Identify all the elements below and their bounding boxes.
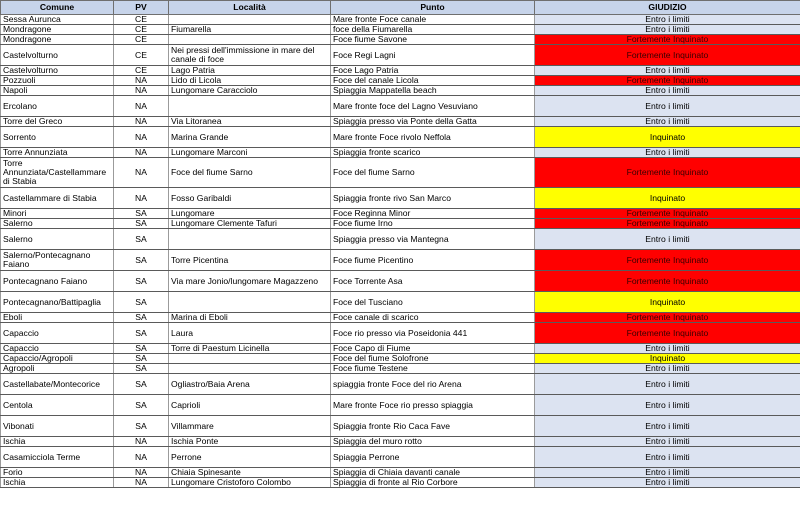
table-row[interactable] <box>1 45 800 66</box>
cell-localita[interactable]: Chiaia Spinesante <box>169 468 331 478</box>
cell-giudizio[interactable]: Entro i limiti <box>535 344 800 354</box>
cell-comune[interactable]: Pontecagnano/Battipaglia <box>1 292 114 313</box>
cell-pv[interactable]: SA <box>114 354 169 364</box>
table-row[interactable] <box>1 271 800 292</box>
cell-pv[interactable]: NA <box>114 117 169 127</box>
cell-punto[interactable]: Foce del Tusciano <box>331 292 535 313</box>
column-header-comune[interactable]: Comune <box>1 1 114 15</box>
cell-punto[interactable]: Mare fronte Foce rivolo Neffola <box>331 127 535 148</box>
cell-pv[interactable]: NA <box>114 158 169 188</box>
cell-comune[interactable]: Salerno <box>1 219 114 229</box>
table-body <box>1 15 800 488</box>
cell-giudizio[interactable]: Fortemente Inquinato <box>535 271 800 292</box>
cell-localita[interactable]: Via Litoranea <box>169 117 331 127</box>
table-row[interactable] <box>1 374 800 395</box>
cell-punto[interactable]: Foce Capo di Fiume <box>331 344 535 354</box>
cell-comune[interactable]: Pontecagnano Faiano <box>1 271 114 292</box>
cell-punto[interactable]: Foce del fiume Solofrone <box>331 354 535 364</box>
cell-localita[interactable]: Torre di Paestum Licinella <box>169 344 331 354</box>
cell-comune[interactable]: Torre Annunziata <box>1 148 114 158</box>
table-row[interactable] <box>1 66 800 76</box>
cell-giudizio[interactable]: Inquinato <box>535 354 800 364</box>
cell-comune[interactable]: Agropoli <box>1 364 114 374</box>
table-row[interactable] <box>1 354 800 364</box>
cell-punto[interactable]: Spiaggia presso via Mantegna <box>331 229 535 250</box>
cell-comune[interactable]: Sorrento <box>1 127 114 148</box>
table-row[interactable] <box>1 468 800 478</box>
table-row[interactable] <box>1 478 800 488</box>
cell-punto[interactable]: Foce del canale Licola <box>331 76 535 86</box>
cell-punto[interactable]: Spiaggia fronte Rio Caca Fave <box>331 416 535 437</box>
cell-punto[interactable]: Spiaggia del muro rotto <box>331 437 535 447</box>
cell-localita[interactable] <box>169 229 331 250</box>
cell-pv[interactable]: SA <box>114 364 169 374</box>
table-row[interactable] <box>1 313 800 323</box>
table-row[interactable] <box>1 188 800 209</box>
cell-comune[interactable]: Torre del Greco <box>1 117 114 127</box>
cell-giudizio[interactable]: Entro i limiti <box>535 395 800 416</box>
cell-comune[interactable]: Napoli <box>1 86 114 96</box>
cell-punto[interactable]: Spiaggia Mappatella beach <box>331 86 535 96</box>
cell-punto[interactable]: Spiaggia di Chiaia davanti canale <box>331 468 535 478</box>
cell-pv[interactable]: NA <box>114 468 169 478</box>
cell-pv[interactable]: SA <box>114 374 169 395</box>
cell-localita[interactable]: Via mare Jonio/lungomare Magazzeno <box>169 271 331 292</box>
table-row[interactable] <box>1 96 800 117</box>
cell-comune[interactable]: Castellabate/Montecorice <box>1 374 114 395</box>
cell-giudizio[interactable]: Entro i limiti <box>535 468 800 478</box>
cell-comune[interactable]: Ischia <box>1 437 114 447</box>
cell-comune[interactable]: Vibonati <box>1 416 114 437</box>
cell-pv[interactable]: SA <box>114 323 169 344</box>
cell-punto[interactable]: Spiaggia presso via Ponte della Gatta <box>331 117 535 127</box>
cell-comune[interactable]: Minori <box>1 209 114 219</box>
cell-punto[interactable]: Spiaggia di fronte al Rio Corbore <box>331 478 535 488</box>
cell-punto[interactable]: Foce fiume Picentino <box>331 250 535 271</box>
cell-pv[interactable]: CE <box>114 15 169 25</box>
cell-giudizio[interactable]: Entro i limiti <box>535 148 800 158</box>
cell-comune[interactable]: Centola <box>1 395 114 416</box>
cell-localita[interactable] <box>169 292 331 313</box>
cell-giudizio[interactable]: Entro i limiti <box>535 15 800 25</box>
cell-punto[interactable]: Mare fronte foce del Lagno Vesuviano <box>331 96 535 117</box>
table-row[interactable] <box>1 292 800 313</box>
cell-localita[interactable] <box>169 35 331 45</box>
cell-giudizio[interactable]: Fortemente Inquinato <box>535 45 800 66</box>
cell-pv[interactable]: NA <box>114 478 169 488</box>
column-header-punto[interactable]: Punto <box>331 1 535 15</box>
cell-localita[interactable]: Lungomare Cristoforo Colombo <box>169 478 331 488</box>
cell-giudizio[interactable]: Entro i limiti <box>535 25 800 35</box>
cell-localita[interactable] <box>169 364 331 374</box>
cell-localita[interactable]: Marina di Eboli <box>169 313 331 323</box>
cell-giudizio[interactable]: Inquinato <box>535 292 800 313</box>
cell-pv[interactable]: NA <box>114 188 169 209</box>
cell-giudizio[interactable]: Fortemente Inquinato <box>535 250 800 271</box>
cell-localita[interactable]: Caprioli <box>169 395 331 416</box>
cell-comune[interactable]: Casamicciola Terme <box>1 447 114 468</box>
cell-comune[interactable]: Castelvolturno <box>1 66 114 76</box>
cell-punto[interactable]: foce della Fiumarella <box>331 25 535 35</box>
table-row[interactable] <box>1 447 800 468</box>
cell-comune[interactable]: Forio <box>1 468 114 478</box>
cell-punto[interactable]: Foce Lago Patria <box>331 66 535 76</box>
cell-comune[interactable]: Torre Annunziata/Castellammare di Stabia <box>1 158 114 188</box>
cell-giudizio[interactable]: Entro i limiti <box>535 117 800 127</box>
cell-localita[interactable]: Marina Grande <box>169 127 331 148</box>
cell-localita[interactable]: Fiumarella <box>169 25 331 35</box>
table-row[interactable] <box>1 395 800 416</box>
cell-pv[interactable]: SA <box>114 271 169 292</box>
cell-pv[interactable]: CE <box>114 66 169 76</box>
cell-pv[interactable]: SA <box>114 344 169 354</box>
cell-pv[interactable]: CE <box>114 35 169 45</box>
cell-comune[interactable]: Sessa Aurunca <box>1 15 114 25</box>
table-row[interactable] <box>1 364 800 374</box>
cell-comune[interactable]: Castellammare di Stabia <box>1 188 114 209</box>
cell-comune[interactable]: Pozzuoli <box>1 76 114 86</box>
column-header-giudizio[interactable]: GIUDIZIO <box>535 1 800 15</box>
cell-punto[interactable]: Spiaggia fronte scarico <box>331 148 535 158</box>
cell-comune[interactable]: Ischia <box>1 478 114 488</box>
table-row[interactable] <box>1 86 800 96</box>
cell-localita[interactable] <box>169 15 331 25</box>
cell-pv[interactable]: SA <box>114 395 169 416</box>
cell-giudizio[interactable]: Entro i limiti <box>535 447 800 468</box>
table-row[interactable] <box>1 25 800 35</box>
cell-localita[interactable]: Lungomare Marconi <box>169 148 331 158</box>
cell-localita[interactable]: Lungomare Clemente Tafuri <box>169 219 331 229</box>
cell-giudizio[interactable]: Fortemente Inquinato <box>535 76 800 86</box>
cell-pv[interactable]: SA <box>114 209 169 219</box>
cell-comune[interactable]: Capaccio <box>1 344 114 354</box>
cell-giudizio[interactable]: Entro i limiti <box>535 478 800 488</box>
cell-localita[interactable]: Nei pressi dell'immissione in mare del canale di foce <box>169 45 331 66</box>
cell-punto[interactable]: spiaggia fronte Foce del rio Arena <box>331 374 535 395</box>
table-row[interactable] <box>1 127 800 148</box>
cell-localita[interactable]: Perrone <box>169 447 331 468</box>
cell-pv[interactable]: CE <box>114 45 169 66</box>
cell-comune[interactable]: Mondragone <box>1 25 114 35</box>
cell-localita[interactable] <box>169 96 331 117</box>
cell-pv[interactable]: NA <box>114 96 169 117</box>
cell-punto[interactable]: Spiaggia fronte rivo San Marco <box>331 188 535 209</box>
cell-punto[interactable]: Spiaggia Perrone <box>331 447 535 468</box>
cell-pv[interactable]: SA <box>114 313 169 323</box>
column-header-localita[interactable]: Località <box>169 1 331 15</box>
table-row[interactable] <box>1 323 800 344</box>
column-header-pv[interactable]: PV <box>114 1 169 15</box>
cell-localita[interactable]: Lido di Licola <box>169 76 331 86</box>
cell-giudizio[interactable]: Entro i limiti <box>535 364 800 374</box>
cell-pv[interactable]: NA <box>114 86 169 96</box>
cell-comune[interactable]: Capaccio/Agropoli <box>1 354 114 364</box>
table-row[interactable] <box>1 209 800 219</box>
table-row[interactable] <box>1 437 800 447</box>
cell-giudizio[interactable]: Entro i limiti <box>535 374 800 395</box>
cell-comune[interactable]: Salerno/Pontecagnano Faiano <box>1 250 114 271</box>
cell-localita[interactable]: Laura <box>169 323 331 344</box>
cell-punto[interactable]: Foce fiume Testene <box>331 364 535 374</box>
cell-comune[interactable]: Salerno <box>1 229 114 250</box>
cell-localita[interactable]: Villammare <box>169 416 331 437</box>
table-row[interactable] <box>1 158 800 188</box>
table-row[interactable] <box>1 416 800 437</box>
cell-pv[interactable]: NA <box>114 437 169 447</box>
cell-punto[interactable]: Foce Regi Lagni <box>331 45 535 66</box>
cell-giudizio[interactable]: Fortemente Inquinato <box>535 219 800 229</box>
table-row[interactable] <box>1 15 800 25</box>
cell-comune[interactable]: Castelvolturno <box>1 45 114 66</box>
cell-giudizio[interactable]: Fortemente Inquinato <box>535 209 800 219</box>
cell-punto[interactable]: Foce fiume Savone <box>331 35 535 45</box>
cell-punto[interactable]: Foce fiume Irno <box>331 219 535 229</box>
cell-localita[interactable]: Fosso Garibaldi <box>169 188 331 209</box>
cell-punto[interactable]: Foce rio presso via Poseidonia 441 <box>331 323 535 344</box>
cell-comune[interactable]: Ercolano <box>1 96 114 117</box>
cell-giudizio[interactable]: Entro i limiti <box>535 96 800 117</box>
cell-giudizio[interactable]: Entro i limiti <box>535 86 800 96</box>
cell-giudizio[interactable]: Inquinato <box>535 127 800 148</box>
cell-giudizio[interactable]: Entro i limiti <box>535 229 800 250</box>
cell-comune[interactable]: Eboli <box>1 313 114 323</box>
cell-giudizio[interactable]: Inquinato <box>535 188 800 209</box>
cell-pv[interactable]: NA <box>114 447 169 468</box>
cell-localita[interactable]: Ogliastro/Baia Arena <box>169 374 331 395</box>
cell-localita[interactable]: Lungomare Caracciolo <box>169 86 331 96</box>
cell-pv[interactable]: NA <box>114 127 169 148</box>
cell-punto[interactable]: Foce canale di scarico <box>331 313 535 323</box>
cell-pv[interactable]: SA <box>114 416 169 437</box>
table-row[interactable] <box>1 344 800 354</box>
cell-localita[interactable]: Torre Picentina <box>169 250 331 271</box>
cell-punto[interactable]: Foce Torrente Asa <box>331 271 535 292</box>
cell-pv[interactable]: SA <box>114 229 169 250</box>
cell-comune[interactable]: Capaccio <box>1 323 114 344</box>
cell-localita[interactable]: Ischia Ponte <box>169 437 331 447</box>
cell-pv[interactable]: CE <box>114 25 169 35</box>
table-row[interactable] <box>1 148 800 158</box>
header-row <box>1 1 800 15</box>
cell-pv[interactable]: SA <box>114 292 169 313</box>
cell-localita[interactable]: Lungomare <box>169 209 331 219</box>
cell-giudizio[interactable]: Entro i limiti <box>535 416 800 437</box>
table-row[interactable] <box>1 76 800 86</box>
table-row[interactable] <box>1 117 800 127</box>
cell-giudizio[interactable]: Fortemente Inquinato <box>535 313 800 323</box>
cell-pv[interactable]: NA <box>114 148 169 158</box>
table-row[interactable] <box>1 35 800 45</box>
cell-giudizio[interactable]: Fortemente Inquinato <box>535 158 800 188</box>
cell-punto[interactable]: Mare fronte Foce canale <box>331 15 535 25</box>
cell-localita[interactable]: Foce del fiume Sarno <box>169 158 331 188</box>
cell-punto[interactable]: Foce Reginna Minor <box>331 209 535 219</box>
cell-pv[interactable]: NA <box>114 76 169 86</box>
cell-punto[interactable]: Mare fronte Foce rio presso spiaggia <box>331 395 535 416</box>
table-row[interactable] <box>1 250 800 271</box>
cell-pv[interactable]: SA <box>114 250 169 271</box>
table-row[interactable] <box>1 229 800 250</box>
table-row[interactable] <box>1 219 800 229</box>
cell-giudizio[interactable]: Entro i limiti <box>535 437 800 447</box>
cell-localita[interactable] <box>169 354 331 364</box>
cell-pv[interactable]: SA <box>114 219 169 229</box>
cell-localita[interactable]: Lago Patria <box>169 66 331 76</box>
cell-punto[interactable]: Foce del fiume Sarno <box>331 158 535 188</box>
cell-giudizio[interactable]: Entro i limiti <box>535 66 800 76</box>
cell-comune[interactable]: Mondragone <box>1 35 114 45</box>
cell-giudizio[interactable]: Fortemente Inquinato <box>535 323 800 344</box>
table-header <box>1 1 800 15</box>
cell-giudizio[interactable]: Fortemente Inquinato <box>535 35 800 45</box>
